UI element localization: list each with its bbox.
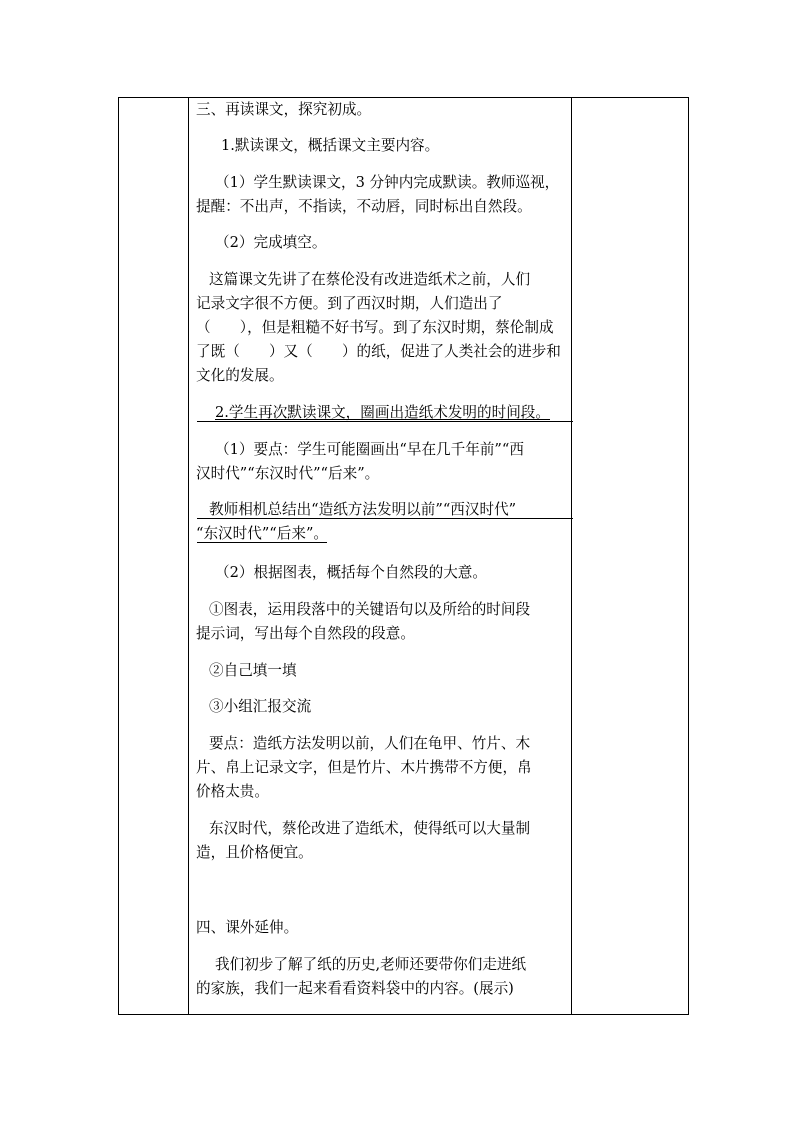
teacher-summary-underline2	[197, 542, 327, 543]
eastern-han-line1: 东汉时代，蔡伦改进了造纸术，使得纸可以大量制	[209, 820, 531, 837]
fill-blank-line5: 文化的发展。	[196, 367, 284, 384]
item2-1-line1: （1）要点：学生可能圈画出“早在几千年前”“西	[215, 441, 524, 458]
right-column	[571, 98, 688, 1014]
keypoints-line3: 价格太贵。	[196, 783, 269, 800]
item1-1-line1: （1）学生默读课文，3 分钟内完成默读。教师巡视，	[215, 174, 560, 191]
step3: ③小组汇报交流	[209, 698, 312, 715]
item1-2: （2）完成填空。	[215, 234, 327, 251]
eastern-han-line2: 造，且价格便宜。	[196, 844, 313, 861]
content-column	[189, 98, 572, 1014]
step1-line2: 提示词，写出每个自然段的段意。	[196, 625, 415, 642]
left-column	[119, 98, 189, 1014]
step1-line1: ①图表，运用段落中的关键语句以及所给的时间段	[209, 601, 531, 618]
teacher-summary-line2: “东汉时代”“后来”。	[196, 525, 328, 542]
keypoints-line1: 要点：造纸方法发明以前，人们在龟甲、竹片、木	[209, 735, 531, 752]
step2: ②自己填一填	[209, 662, 297, 679]
teacher-summary-underline1	[197, 518, 573, 519]
teacher-summary-line1: 教师相机总结出“造纸方法发明以前”“西汉时代”	[209, 501, 517, 518]
item2-2: （2）根据图表，概括每个自然段的大意。	[215, 564, 487, 581]
section3-heading: 三、再读课文，探究初成。	[196, 101, 372, 118]
fill-blank-line2: 记录文字很不方便。到了西汉时期，人们造出了	[196, 295, 503, 312]
item1-1-line2: 提醒：不出声，不指读，不动唇，同时标出自然段。	[196, 198, 532, 215]
section4-line1: 我们初步了解了纸的历史,老师还要带你们走进纸	[215, 956, 527, 973]
item2-1-line2: 汉时代”“东汉时代”“后来”。	[196, 465, 380, 482]
item2-underline	[197, 421, 573, 422]
fill-blank-line3: （ ），但是粗糙不好书写。到了东汉时期，蔡伦制成	[196, 319, 554, 336]
lesson-plan-table	[118, 97, 689, 1015]
keypoints-line2: 片、帛上记录文字，但是竹片、木片携带不方便，帛	[196, 759, 532, 776]
item2: 2.学生再次默读课文，圈画出造纸术发明的时间段。	[215, 404, 550, 421]
item1: 1.默读课文，概括课文主要内容。	[221, 137, 440, 154]
section4-line2: 的家族，我们一起来看看资料袋中的内容。(展示)	[196, 980, 514, 997]
fill-blank-line1: 这篇课文先讲了在蔡伦没有改进造纸术之前，人们	[209, 271, 531, 288]
fill-blank-line4: 了既（ ）又（ ）的纸，促进了人类社会的进步和	[196, 343, 561, 360]
section4-heading: 四、课外延伸。	[196, 919, 299, 936]
